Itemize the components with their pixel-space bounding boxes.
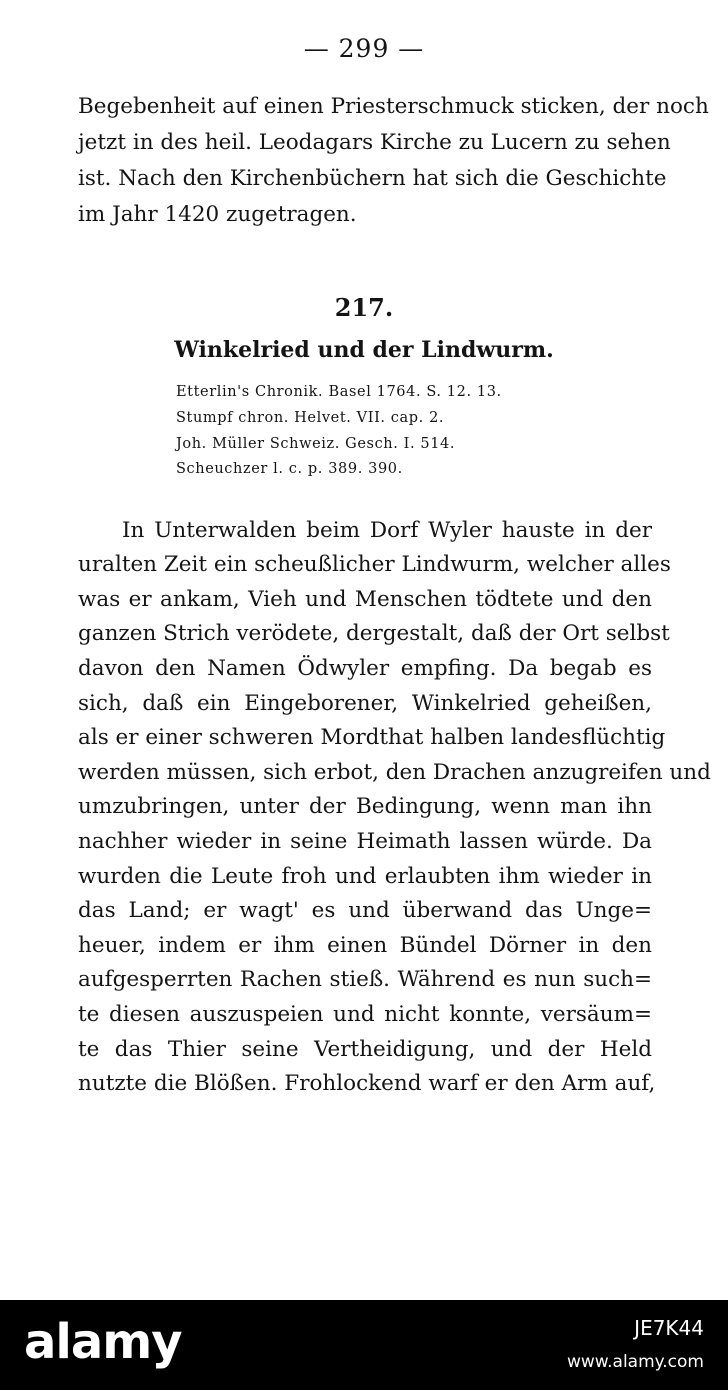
body-line: nutzte die Blößen. Frohlockend warf er den Arm auf, xyxy=(78,1071,656,1096)
source-citation: Joh. Müller Schweiz. Gesch. I. 514. xyxy=(176,436,456,452)
source-citation: Scheuchzer l. c. p. 389. 390. xyxy=(176,461,403,477)
body-line: heuer, indem er ihm einen Bündel Dörner in den xyxy=(78,933,652,958)
body-line: nachher wieder in seine Heimath lassen würde. Da xyxy=(78,829,652,854)
body-line: te diesen auszuspeien und nicht konnte, versäum= xyxy=(78,1002,652,1027)
site-url: www.alamy.com xyxy=(566,1352,704,1372)
body-line: umzubringen, unter der Bedingung, wenn man ihn xyxy=(78,794,652,819)
body-line: te das Thier seine Vertheidigung, und der Held xyxy=(78,1037,652,1062)
body-line: In Unterwalden beim Dorf Wyler hauste in der xyxy=(122,518,652,543)
intro-line: jetzt in des heil. Leodagars Kirche zu Lucern zu sehen xyxy=(78,130,671,155)
body-line: uralten Zeit ein scheußlicher Lindwurm, welcher alles xyxy=(78,552,671,577)
body-line: aufgesperrten Rachen stieß. Während es nun such= xyxy=(78,967,652,992)
body-line: davon den Namen Ödwyler empfing. Da begab es xyxy=(78,656,652,681)
body-line: wurden die Leute froh und erlaubten ihm wieder in xyxy=(78,864,652,889)
watermark-banner xyxy=(0,1300,728,1390)
body-line: was er ankam, Vieh und Menschen tödtete und den xyxy=(78,587,652,612)
body-line: werden müssen, sich erbot, den Drachen anzugreifen und xyxy=(78,760,711,785)
intro-line: im Jahr 1420 zugetragen. xyxy=(78,202,357,227)
source-citation: Etterlin's Chronik. Basel 1764. S. 12. 13. xyxy=(176,384,502,400)
image-id: JE7K44 xyxy=(634,1316,704,1340)
intro-line: Begebenheit auf einen Priesterschmuck sticken, der noch xyxy=(78,94,709,119)
body-line: als er einer schweren Mordthat halben landesflüchtig xyxy=(78,725,666,750)
body-line: das Land; er wagt' es und überwand das Unge= xyxy=(78,898,652,923)
body-line: ganzen Strich verödete, dergestalt, daß der Ort selbst xyxy=(78,621,670,646)
source-citation: Stumpf chron. Helvet. VII. cap. 2. xyxy=(176,410,445,426)
brand-logo: alamy xyxy=(24,1314,182,1370)
intro-line: ist. Nach den Kirchenbüchern hat sich die Geschichte xyxy=(78,166,667,191)
section-title: Winkelried und der Lindwurm. xyxy=(174,337,554,363)
body-line: sich, daß ein Eingeborener, Winkelried geheißen, xyxy=(78,691,652,716)
page-number: — 299 — xyxy=(303,34,425,63)
section-number: 217. xyxy=(334,293,394,322)
